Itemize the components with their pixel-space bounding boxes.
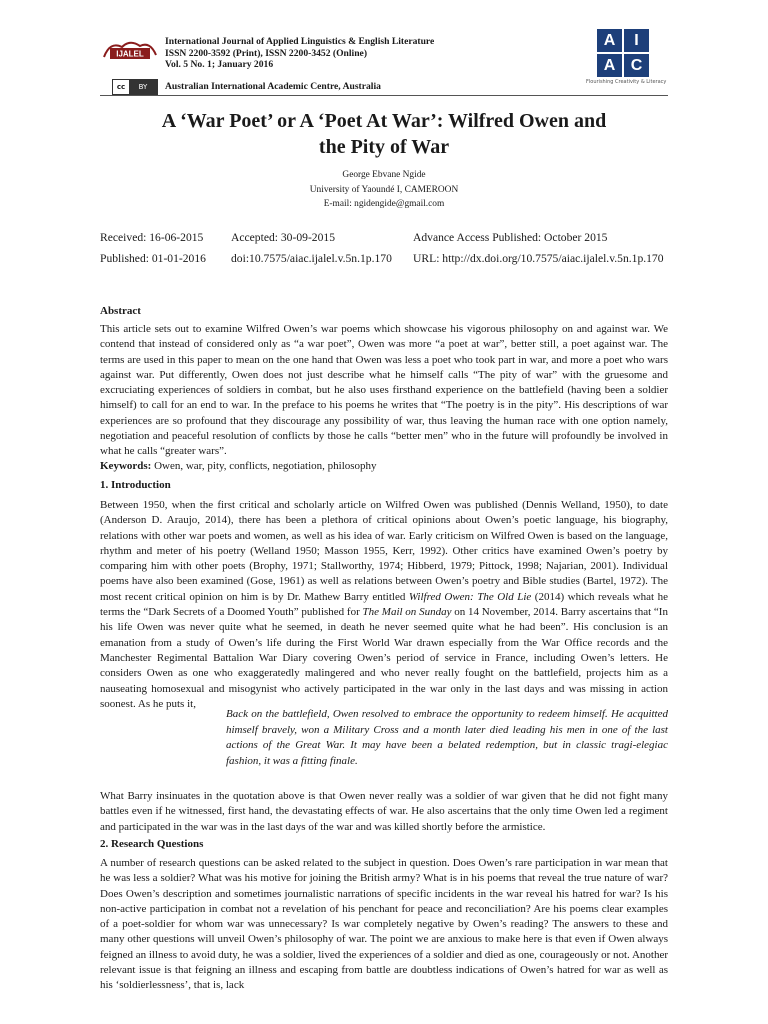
block-quote: Back on the battlefield, Owen resolved to embrace the opportunity to redeem himself. He acquitted himself bravely, won a Military Cross and a month later died leading his men in one of the last actions of the Great War. It may have been a belated redemption, but in classic tragi-elegiac fashion, it was a fitting finale.: [226, 708, 668, 767]
aiac-letter-4: C: [624, 54, 649, 77]
intro-p1-a: Between 1950, when the first critical and scholarly article on Wilfred Owen was published (Dennis Welland, 1950), to date (Anderson D. Araujo, 2014), there has been a plethora of critical opinions about Owen’s poetic language, his biography, relations with other war poets and women, as well as his idea of war. Early criticism on Wilfred Owen is based on the language, rhythm and meter of his poetry (Welland 1950; Masson 1955, Kerr, 1992). Other critics have examined Owen’s poetry by comparing him with other poets (Brophy, 1971; Stallworthy, 1974; Hibberd, 1979; Pittock, 1998; Najarian, 2001). Individual poems have also been examined (Gose, 1961) as well as relations between Owen’s poetry and Bible studies (Bartel, 1972). The most recent critical opinion on him is by Dr. Mathew Barry entitled: [100, 499, 668, 603]
meta-advance: Advance Access Published: October 2015: [413, 231, 608, 244]
meta-accepted: Accepted: 30-09-2015: [231, 231, 335, 244]
intro-p1-title-2: The Mail on Sunday: [362, 606, 452, 619]
organization-name: Australian International Academic Centre, Australia: [165, 81, 381, 92]
aiac-tagline: Flourishing Creativity & Literacy: [586, 79, 667, 85]
ijalel-logo-icon: [100, 37, 160, 63]
research-heading: 2. Research Questions: [100, 838, 204, 850]
meta-published: Published: 01-01-2016: [100, 252, 206, 265]
abstract-heading: Abstract: [100, 305, 141, 317]
title-line-2: the Pity of War: [318, 136, 450, 158]
ijalel-logo: [100, 37, 160, 63]
intro-p1-c: on 14 November, 2014. Barry ascertains that “In his life Owen was never quite what he seemed, in death he never seemed quite what he had been”. His conclusion is an emanation from a study of Owen’s life during the First World War drawn especially from the War Office records and the Manchester Regimental Battalion War Diary covering Owen’s period of service in France, including Owen’s letters. He considers Owen as one who exaggeratedly malingered and who never really fought on the battlefield, projects him as a nauseating homosexual and misogynist who actively participated in the war only in the last days and was missing in action soonest. As he puts it,: [100, 606, 668, 710]
meta-doi[interactable]: doi:10.7575/aiac.ijalel.v.5n.1p.170: [231, 252, 392, 265]
cc-license[interactable]: [112, 79, 158, 95]
aiac-letter-2: I: [624, 29, 649, 52]
keywords-text: Owen, war, pity, conflicts, negotiation, philosophy: [151, 460, 377, 472]
author-email[interactable]: E-mail: ngidengide@gmail.com: [323, 199, 445, 209]
meta-received: Received: 16-06-2015: [100, 231, 204, 244]
aiac-letter-1: A: [597, 29, 622, 52]
author-name: George Ebvane Ngide: [342, 170, 426, 180]
intro-paragraph-1: [100, 498, 668, 712]
header-divider: [100, 95, 668, 96]
article-title: [100, 108, 668, 160]
intro-p1-b: (2014) which reveals what he terms the “Dark Secrets of a Doomed Youth” published for: [100, 590, 668, 619]
aiac-letter-3: A: [597, 54, 622, 77]
journal-volume: Vol. 5 No. 1; January 2016: [165, 59, 274, 70]
keywords-label: Keywords:: [100, 460, 152, 472]
cc-left: cc: [113, 83, 129, 91]
title-line-1: A ‘War Poet’ or A ‘Poet At War’: Wilfred Owen and: [161, 110, 607, 132]
journal-name: International Journal of Applied Linguistics & English Literature: [165, 36, 435, 47]
intro-heading: 1. Introduction: [100, 479, 171, 491]
research-paragraph: A number of research questions can be asked related to the subject in question. Does Owen’s rare participation in war mean that he was less a soldier? What was his motive for joining the British army? What is in his poems that reveal the true nature of war? Does Owen’s description and sometimes journalistic narrations of specific incidents in the war reveal his hatred for war? Is his non-active participation in combat not a revelation of his penchant for peace and reconciliation? Are his poems clear examples of a poet-soldier for whom war was unnecessary? Is war completely negative by Owen’s reading? The answers to these and many other questions will unveil Owen’s philosophy of war. The point we are anxious to make here is that even if Owen always feigned an illness to avoid duty, he was a soldier, lived the experiences of a soldier and died as one, courageously or not. Another relevant issue is that feigning an illness and escaping from battle are doubtless indications of Owen’s hatred for war as well as his ‘soldierlessness’, that is, lack: [100, 857, 668, 992]
journal-info: [165, 36, 434, 71]
author-block: [100, 168, 668, 212]
cc-by-icon: [112, 79, 158, 95]
ijalel-logo-text: IJALEL: [116, 49, 144, 59]
meta-url[interactable]: URL: http://dx.doi.org/10.7575/aiac.ijalel.v.5n.1p.170: [413, 252, 664, 265]
keywords-line: [100, 460, 377, 472]
intro-p1-title-1: Wilfred Owen: The Old Lie: [408, 590, 532, 603]
intro-paragraph-2: What Barry insinuates in the quotation above is that Owen never really was a soldier of war given that he did not fight many battles even if he witnessed, first hand, the devastating effects of war. He also ascertains that the only time Owen led a regiment and participated in the war was in the last days of the war and was killed shortly before the armistice.: [100, 790, 668, 833]
journal-issn: ISSN 2200-3592 (Print), ISSN 2200-3452 (Online): [165, 47, 368, 59]
aiac-logo: [597, 29, 649, 77]
cc-right: BY: [129, 80, 157, 94]
author-affiliation: University of Yaoundé I, CAMEROON: [309, 184, 459, 195]
abstract-text: This article sets out to examine Wilfred Owen’s war poems which showcase his vigorous philosophy on and against war. We contend that instead of considered only as “a war poet”, Owen was more “a poet at war”, better still, a poet against war. The terms are used in this paper to mean on the one hand that Owen was less a poet who took part in war, and more a poet who wars against war. Put differently, Owen does not just describe what he himself calls “The pity of war” with the gruesome and excruciating experiences of soldiers in combat, but he also uses firsthand experience on the battlefield (having been a soldier himself) to call for an end to war. In the preface to his poems he writes that “The poetry is in the pity”. His descriptions of war experiences are so profound that they discourage any possibility of war, thus leaving the human race with one option namely, negotiation and peaceful resolution of conflicts by those he calls “better men” who in the future will profoundly be involved in what he calls “greater wars”.: [100, 323, 668, 458]
